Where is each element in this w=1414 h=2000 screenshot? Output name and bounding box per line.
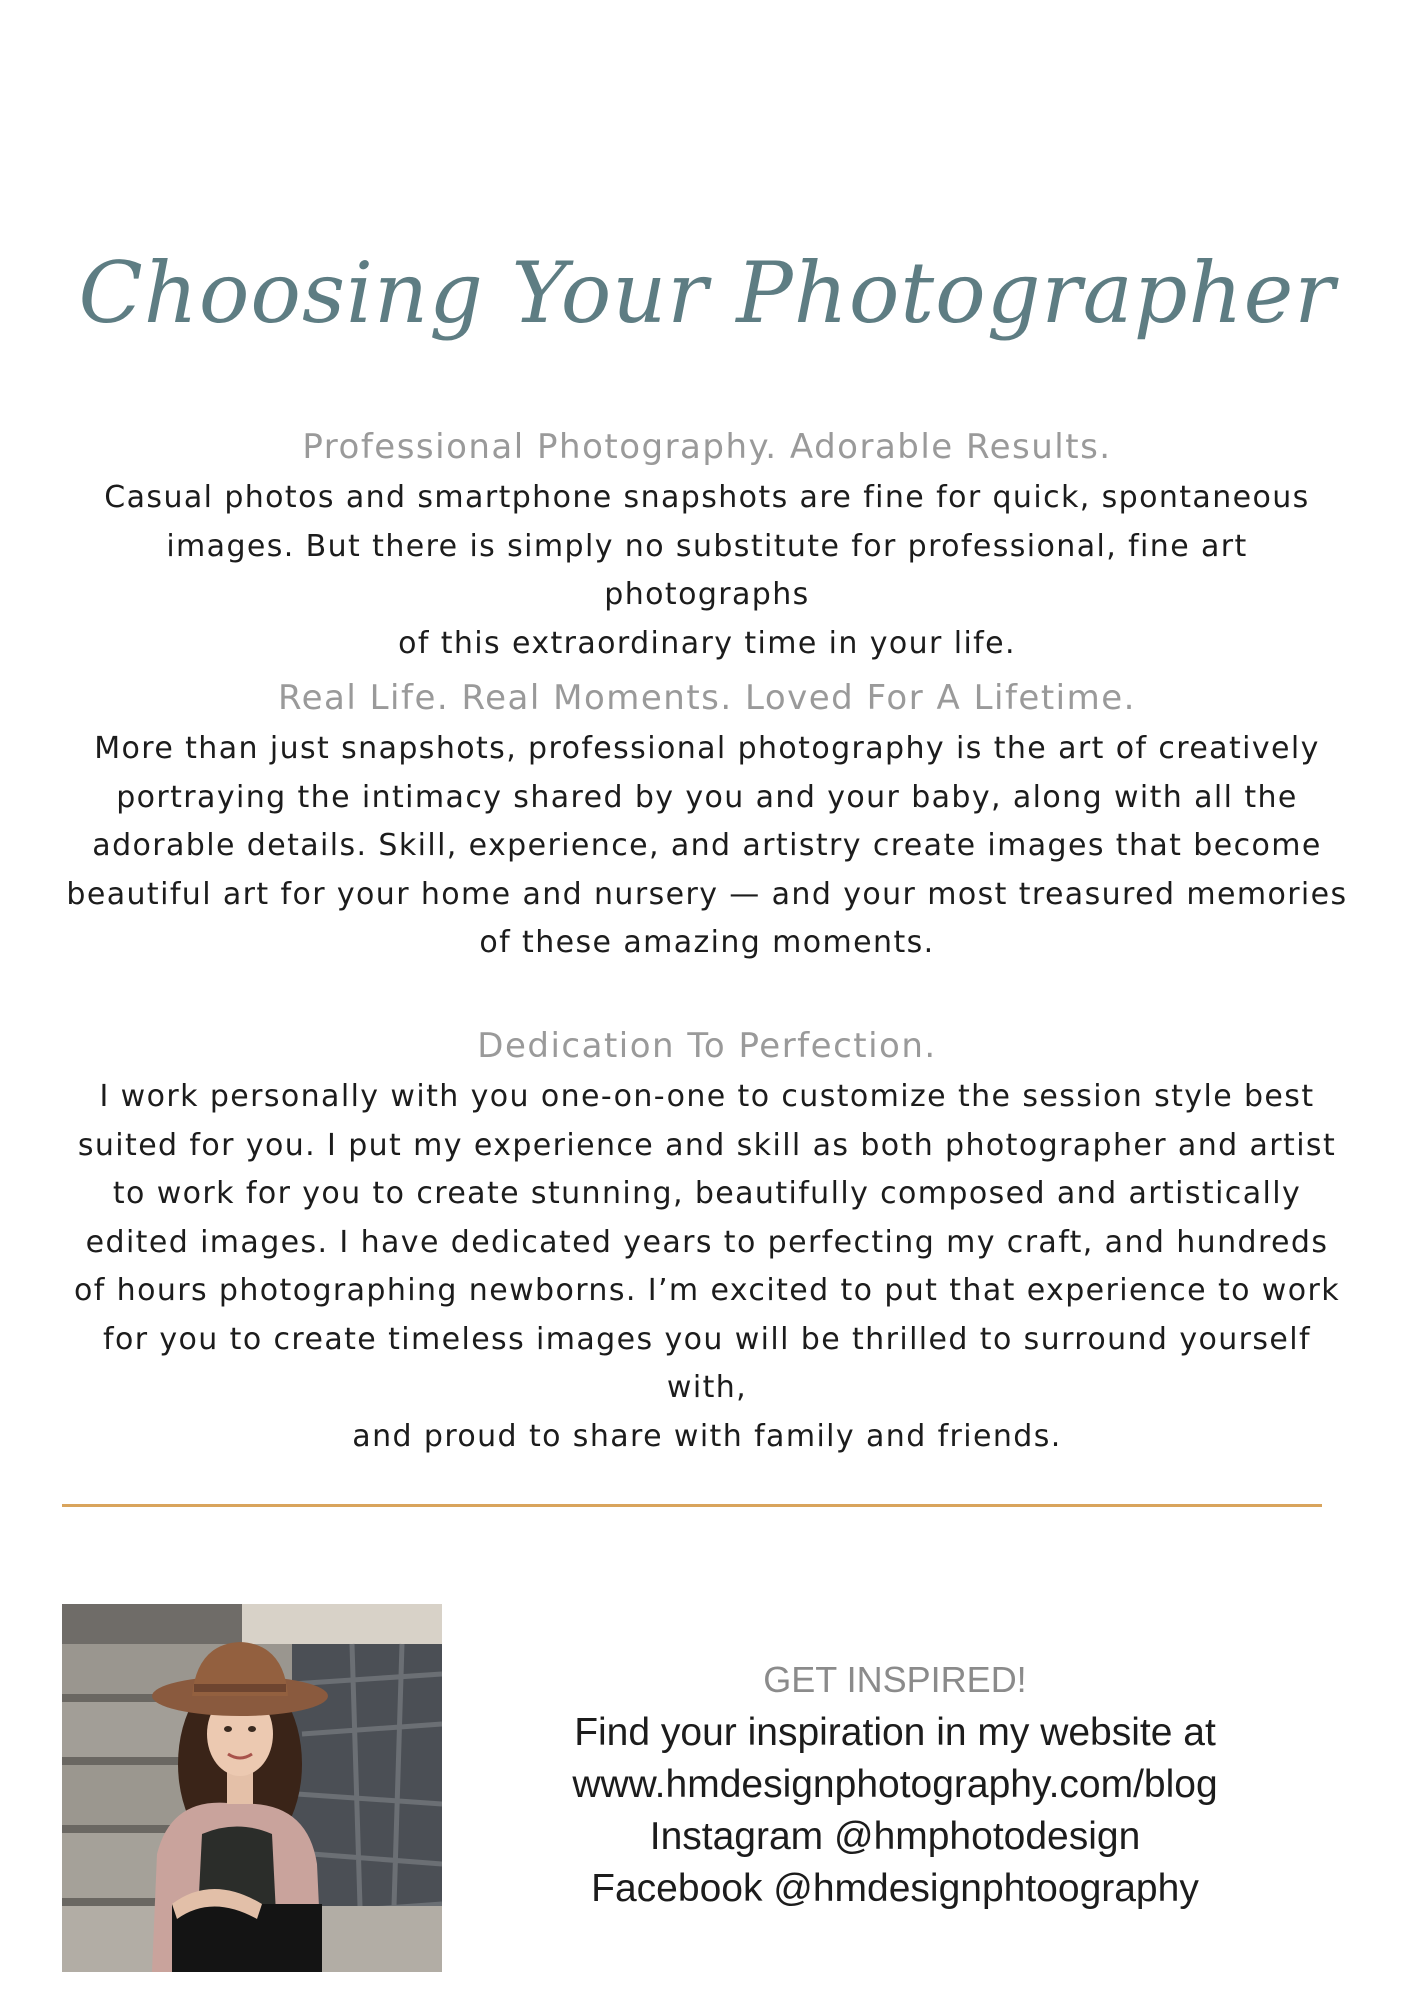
body-line: of hours photographing newborns. I’m excited to put that experience to work — [74, 1273, 1340, 1308]
body-line: More than just snapshots, professional photography is the art of creatively — [94, 731, 1320, 766]
contact-intro-text: Find your inspiration in my website at — [574, 1711, 1216, 1754]
instagram-handle[interactable]: Instagram @hmphotodesign — [649, 1815, 1141, 1858]
body-line: I work personally with you one-on-one to customize the session style best — [99, 1079, 1315, 1114]
page-title: Choosing Your Photographer — [78, 244, 1336, 342]
contact-heading: GET INSPIRED! — [763, 1659, 1027, 1700]
section-heading: Real Life. Real Moments. Loved For A Lifetime. — [278, 678, 1136, 718]
body-line: portraying the intimacy shared by you and your baby, along with all the — [116, 779, 1298, 815]
photographer-portrait — [62, 1604, 442, 1972]
section-heading: Professional Photography. Adorable Results. — [302, 427, 1112, 467]
body-line: suited for you. I put my experience and skill as both photographer and artist — [77, 1127, 1337, 1163]
body-line: of these amazing moments. — [479, 925, 935, 960]
facebook-handle[interactable]: Facebook @hmdesignphtoography — [591, 1867, 1199, 1910]
website-link[interactable]: www.hmdesignphotography.com/blog — [572, 1763, 1218, 1806]
body-line: adorable details. Skill, experience, and artistry create images that become — [92, 828, 1322, 863]
body-line: beautiful art for your home and nursery — and your most treasured memories — [66, 876, 1348, 912]
body-line: images. But there is simply no substitute for professional, fine art photographs — [166, 528, 1248, 612]
section-real-life — [60, 675, 1354, 968]
body-line: Casual photos and smartphone snapshots are fine for quick, spontaneous — [104, 480, 1310, 515]
section-body — [60, 1073, 1354, 1461]
section-professional-photography — [60, 424, 1354, 668]
divider-line — [62, 1504, 1322, 1507]
body-line: of this extraordinary time in your life. — [398, 625, 1016, 661]
body-line: edited images. I have dedicated years to perfecting my craft, and hundreds — [85, 1224, 1329, 1260]
section-body — [60, 474, 1354, 668]
body-line: for you to create timeless images you will be thrilled to surround yourself with, — [103, 1321, 1311, 1405]
section-body — [60, 725, 1354, 968]
body-line: to work for you to create stunning, beautifully composed and artistically — [112, 1176, 1302, 1211]
section-dedication — [60, 1023, 1354, 1461]
body-line: and proud to share with family and friends. — [352, 1418, 1062, 1454]
contact-block — [470, 1655, 1320, 1915]
section-heading: Dedication To Perfection. — [477, 1026, 937, 1066]
